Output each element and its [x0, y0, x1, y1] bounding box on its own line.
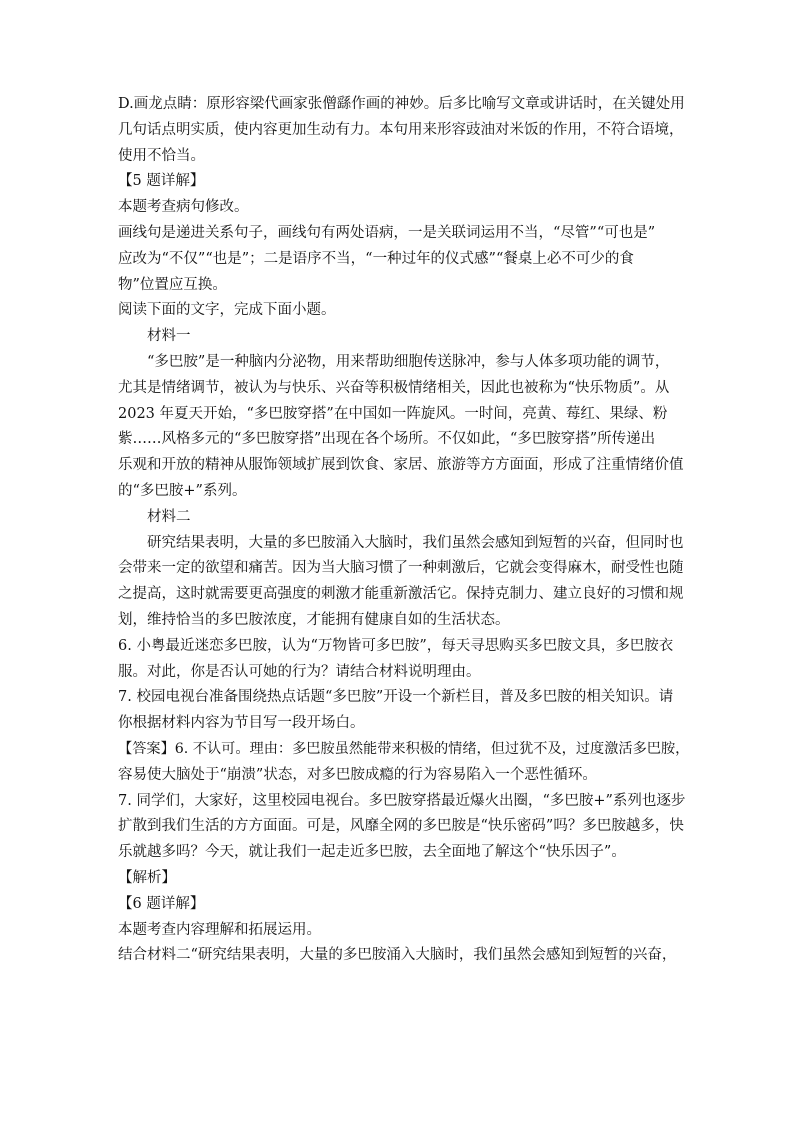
- answer-line: 7. 同学们，大家好，这里校园电视台。多巴胺穿搭最近爆火出圈，“多巴胺+”系列也逐步: [118, 792, 686, 809]
- text-line: 本题考查病句修改。: [118, 199, 249, 216]
- text-line: 应改为“不仅”“也是”；二是语序不当，“一种过年的仪式感”“餐桌上必不可少的食: [118, 250, 634, 267]
- section-heading: 【解析】: [118, 869, 176, 886]
- question-line: 你根据材料内容为节目写一段开场白。: [118, 715, 365, 732]
- section-heading: 【5 题详解】: [118, 173, 205, 190]
- text-line: 画线句是递进关系句子，画线句有两处语病，一是关联词运用不当，“尽管”“可也是”: [118, 224, 656, 241]
- question-line: 6. 小粤最近迷恋多巴胺，认为“万物皆可多巴胺”，每天寻思购买多巴胺文具，多巴胺衣: [118, 637, 674, 654]
- text-line: 几句话点明实质，使内容更加生动有力。本句用来形容豉油对米饭的作用，不符合语境，: [118, 121, 684, 138]
- text-line: 研究结果表明，大量的多巴胺涌入大脑时，我们虽然会感知到短暂的兴奋，但同时也: [147, 534, 684, 551]
- answer-line: 扩散到我们生活的方方面面。可是，风靡全网的多巴胺是“快乐密码”吗？多巴胺越多，快: [118, 818, 684, 835]
- material-heading: 材料二: [147, 508, 191, 525]
- answer-line: 容易使大脑处于“崩溃”状态，对多巴胺成瘾的行为容易陷入一个恶性循环。: [118, 766, 597, 783]
- text-line: 本题考查内容理解和拓展运用。: [118, 921, 321, 938]
- document-page: [118, 92, 690, 969]
- text-line: 结合材料二“研究结果表明，大量的多巴胺涌入大脑时，我们虽然会感知到短暂的兴奋，: [118, 947, 677, 964]
- text-line: 尤其是情绪调节，被认为与快乐、兴奋等积极情绪相关，因此也被称为“快乐物质”。从: [118, 379, 670, 396]
- material-heading: 材料一: [147, 328, 191, 345]
- section-heading: 【6 题详解】: [118, 895, 205, 912]
- answer-line: 乐就越多吗？今天，就让我们一起走近多巴胺，去全面地了解这个“快乐因子”。: [118, 844, 626, 861]
- text-line: 划，维持恰当的多巴胺浓度，才能拥有健康自如的生活状态。: [118, 611, 510, 628]
- instruction-line: 阅读下面的文字，完成下面小题。: [118, 302, 336, 319]
- text-line: 乐观和开放的精神从服饰领域扩展到饮食、家居、旅游等方方面面，形成了注重情绪价值: [118, 457, 684, 474]
- question-line: 7. 校园电视台准备围绕热点话题“多巴胺”开设一个新栏目，普及多巴胺的相关知识。请: [118, 689, 674, 706]
- text-line: 之提高，这时就需要更高强度的刺激才能重新激活它。保持克制力、建立良好的习惯和规: [118, 586, 684, 603]
- text-line: 的“多巴胺+”系列。: [118, 482, 247, 499]
- text-line: D.画龙点睛：原形容梁代画家张僧繇作画的神妙。后多比喻写文章或讲话时，在关键处用: [118, 96, 685, 112]
- text-line: 会带来一定的欲望和痛苦。因为当大脑习惯了一种刺激后，它就会变得麻木，耐受性也随: [118, 560, 684, 577]
- text-line: 物”位置应互换。: [118, 276, 227, 293]
- question-line: 服。对此，你是否认可她的行为？请结合材料说明理由。: [118, 663, 481, 680]
- text-line: 紫……风格多元的“多巴胺穿搭”出现在各个场所。不仅如此，“多巴胺穿搭”所传递出: [118, 431, 656, 448]
- text-line: 使用不恰当。: [118, 147, 205, 164]
- answer-line: 【答案】6. 不认可。理由：多巴胺虽然能带来积极的情绪，但过犹不及，过度激活多巴胺，: [118, 740, 690, 757]
- text-line: 2023 年夏天开始，“多巴胺穿搭”在中国如一阵旋风。一时间，亮黄、莓红、果绿、粉: [118, 405, 668, 422]
- text-line: “多巴胺”是一种脑内分泌物，用来帮助细胞传送脉冲，参与人体多项功能的调节，: [147, 353, 670, 370]
